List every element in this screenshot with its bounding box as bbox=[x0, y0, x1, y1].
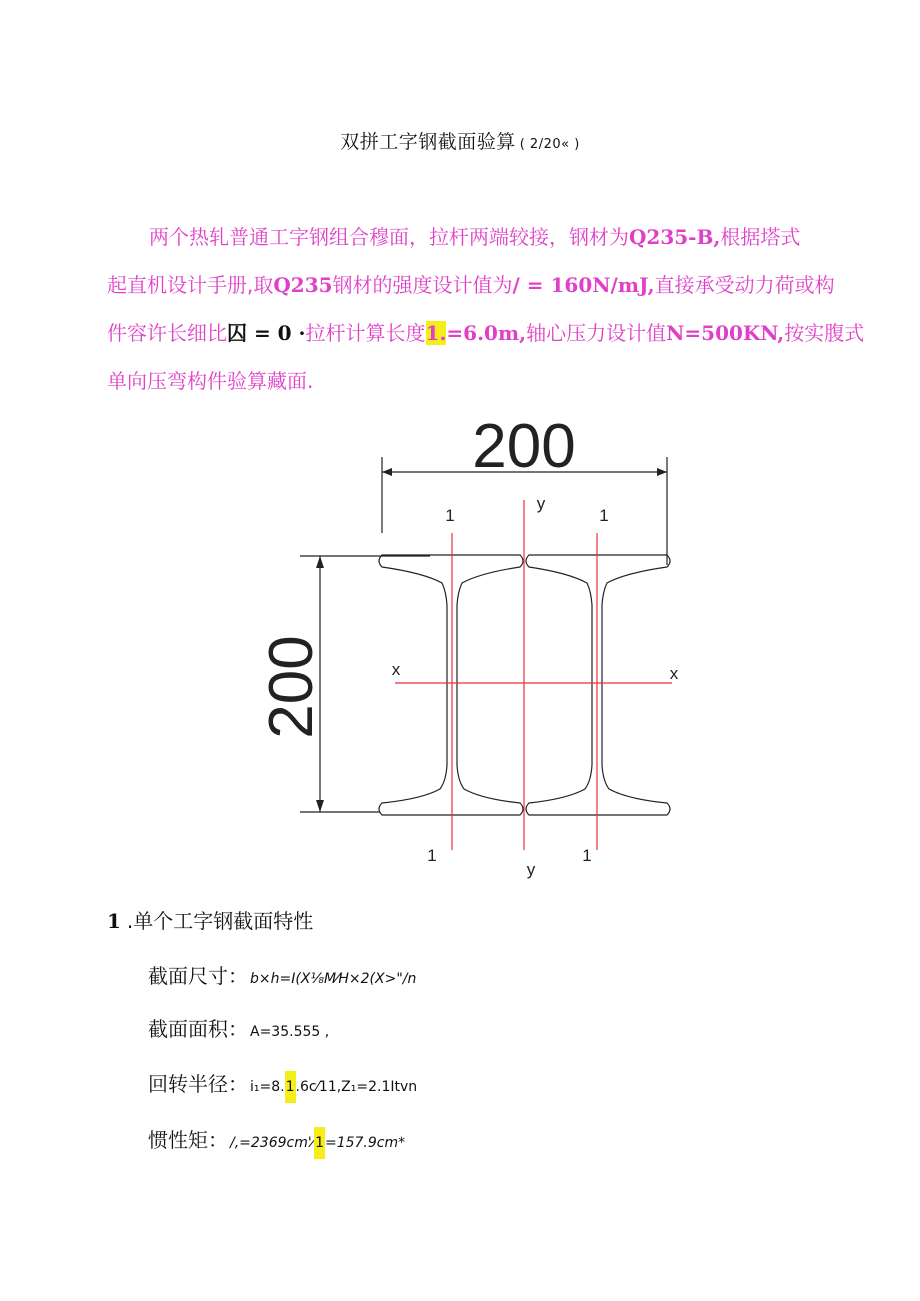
intro-text: 直接承受动力荷或构 bbox=[654, 273, 835, 297]
property-value: b×h=I(X⅛M⁄H×2(X>"/n bbox=[250, 971, 417, 987]
property-label: 截面尺寸： bbox=[148, 964, 248, 988]
label-x-right: x bbox=[669, 664, 679, 683]
title-sub: ( 2/20« ) bbox=[519, 137, 580, 152]
property-label: 截面面积： bbox=[148, 1017, 248, 1041]
property-area bbox=[148, 1013, 329, 1042]
highlight-mark: 1 bbox=[285, 1071, 296, 1103]
intro-text: 轴心压力设计值 bbox=[526, 321, 667, 345]
section-heading bbox=[107, 905, 313, 934]
arrow-head bbox=[316, 800, 324, 812]
label-1-bottom-left: 1 bbox=[427, 846, 437, 865]
section-number: 1 bbox=[107, 909, 121, 933]
title-main: 双拼工字钢截面验算 bbox=[340, 131, 516, 153]
highlight-mark: 1 bbox=[314, 1127, 325, 1159]
intro-text: 按实腹式 bbox=[784, 321, 865, 345]
dim-left-label: 200 bbox=[257, 635, 326, 739]
property-value: /,=2369cm'⁄ bbox=[230, 1135, 315, 1151]
arrow-head bbox=[657, 468, 667, 476]
intro-text: 钢材的强度设计值为 bbox=[332, 273, 513, 297]
intro-text: 两个热轧普通工字钢组合穆面，拉杆两端较接，钢材为 bbox=[149, 225, 629, 249]
property-label: 回转半径： bbox=[148, 1072, 248, 1096]
arrow-head bbox=[382, 468, 392, 476]
property-label: 惯性矩： bbox=[148, 1128, 228, 1152]
intro-line-3 bbox=[107, 309, 865, 357]
slenderness-value: 囚 = 0 · bbox=[227, 321, 306, 345]
steel-grade: Q235 bbox=[273, 273, 333, 297]
property-value: i₁=8. bbox=[250, 1079, 285, 1095]
label-1-top-right: 1 bbox=[599, 506, 609, 525]
steel-grade: Q235-B, bbox=[629, 225, 721, 249]
intro-text: 拉杆计算长度 bbox=[305, 321, 426, 345]
length-symbol: 1. bbox=[425, 321, 447, 345]
property-radius bbox=[148, 1068, 417, 1097]
intro-text: 根据塔式 bbox=[720, 225, 801, 249]
i-beam-left-outline bbox=[379, 555, 523, 815]
property-value: =157.9cm* bbox=[324, 1135, 406, 1151]
i-beam-right-outline bbox=[526, 555, 670, 815]
intro-line-1 bbox=[107, 213, 847, 261]
label-y-top: y bbox=[536, 494, 546, 513]
property-value: .6c⁄11,Z₁=2.1Itvn bbox=[295, 1079, 418, 1095]
section-drawing bbox=[240, 405, 690, 885]
intro-text: 单向压弯构件验算藏面. bbox=[107, 369, 314, 393]
intro-text: 件容许长细比 bbox=[107, 321, 227, 345]
intro-line-4 bbox=[107, 357, 847, 405]
label-y-bottom: y bbox=[526, 860, 536, 879]
label-1-bottom-right: 1 bbox=[582, 846, 592, 865]
property-size bbox=[148, 960, 416, 989]
section-title: .单个工字钢截面特性 bbox=[126, 909, 314, 933]
strength-value: / = 160N/mJ, bbox=[512, 273, 655, 297]
label-1-top-left: 1 bbox=[445, 506, 455, 525]
force-value: N=500KN, bbox=[666, 321, 785, 345]
intro-line-2 bbox=[107, 261, 847, 309]
property-value: A=35.555 , bbox=[250, 1024, 330, 1040]
intro-paragraph bbox=[107, 213, 865, 405]
arrow-head bbox=[316, 556, 324, 568]
dim-top-label: 200 bbox=[472, 412, 576, 481]
length-value: =6.0m, bbox=[446, 321, 527, 345]
label-x-left: x bbox=[391, 660, 401, 679]
intro-text: 起直机设计手册,取 bbox=[107, 273, 274, 297]
page-title bbox=[0, 127, 920, 154]
property-inertia bbox=[148, 1124, 405, 1153]
